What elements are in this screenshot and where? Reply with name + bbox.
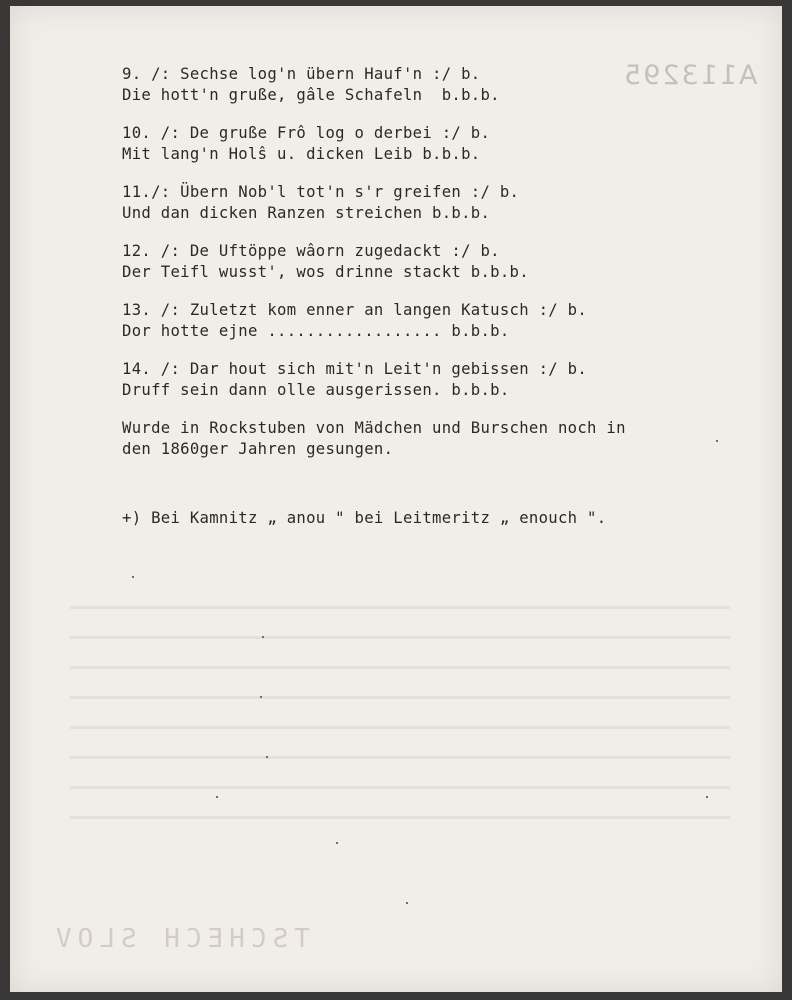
stanza-line: 9. /: Sechse log'n übern Hauf'n :/ b. xyxy=(122,65,481,83)
footnote: +) Bei Kamnitz „ anou " bei Leitmeritz „ enouch ". xyxy=(122,509,607,527)
stanza-line: 12. /: De Uftöppe wâorn zugedackt :/ b. xyxy=(122,242,500,260)
bleed-through-stamp: TSCHECH SLOV xyxy=(50,924,310,954)
stanza-line: Der Teifl wusst', wos drinne stackt b.b.b. xyxy=(122,263,529,281)
stanza-line: Und dan dicken Ranzen streichen b.b.b. xyxy=(122,204,491,222)
stanza-line: 14. /: Dar hout sich mit'n Leit'n gebissen :/ b. xyxy=(122,360,588,378)
stanza-line: Druff sein dann olle ausgerissen. b.b.b. xyxy=(122,381,510,399)
stanza-11 xyxy=(122,182,762,224)
archive-stamp: A113295 xyxy=(622,60,758,91)
stanza-10 xyxy=(122,123,762,165)
stanza-line: 10. /: De gruße Frô log o derbei :/ b. xyxy=(122,124,491,142)
stanza-line: Dor hotte ejne .................. b.b.b. xyxy=(122,322,510,340)
typed-text xyxy=(122,64,762,529)
performance-note xyxy=(122,418,762,460)
note-line: den 1860ger Jahren gesungen. xyxy=(122,440,394,458)
stanza-14 xyxy=(122,359,762,401)
stanza-12 xyxy=(122,241,762,283)
stanza-line: 13. /: Zuletzt kom enner an langen Katusch :/ b. xyxy=(122,301,588,319)
stanza-13 xyxy=(122,300,762,342)
stanza-line: 11./: Übern Nob'l tot'n s'r greifen :/ b. xyxy=(122,183,520,201)
stanza-line: Mit lang'n Holŝ u. dicken Leib b.b.b. xyxy=(122,145,481,163)
stanza-9 xyxy=(122,64,762,106)
stanza-line: Die hott'n gruße, gâle Schafeln b.b.b. xyxy=(122,86,500,104)
document-page xyxy=(10,6,782,992)
note-line: Wurde in Rockstuben von Mädchen und Burschen noch in xyxy=(122,419,626,437)
